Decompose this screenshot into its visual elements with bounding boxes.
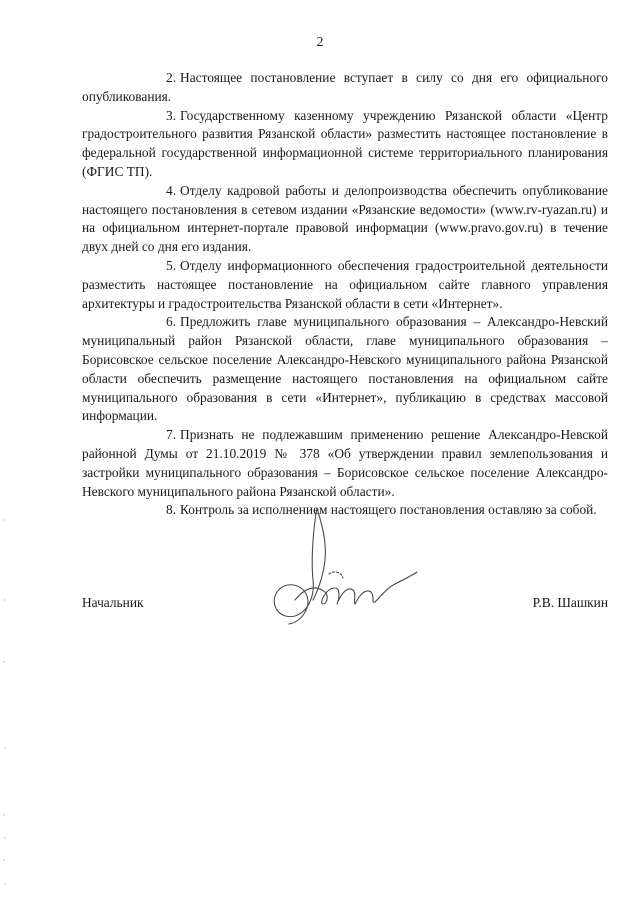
- document-body: [82, 69, 608, 520]
- signature-stroke: [329, 572, 343, 578]
- signatory-name: Р.В. Шашкин: [532, 595, 608, 610]
- paragraph-7: [82, 426, 608, 501]
- paragraph-5: [82, 257, 608, 313]
- paragraph-text: Признать не подлежавшим применению решение Александро-Невской районной Думы от 21.10.2019 № 378 «Об утверждении правил землепользования и застройки муниципального образования – Борисовское сельское поселение Александро-Невского муниципального района Рязанской области».: [82, 427, 608, 499]
- scan-dot: [4, 837, 5, 838]
- paragraph-2: [82, 69, 608, 107]
- paragraph-text: Предложить главе муниципального образования – Александро-Невский муниципальный район Рязанской области, главе муниципального образования – Борисовское сельское поселение Александро-Невского муниципального района Рязанской области обеспечить размещение настоящего постановления на официальном сайте муниципального образования в сети «Интернет», публикацию в средствах массовой информации.: [82, 314, 608, 424]
- paragraph-text: Отделу кадровой работы и делопроизводства обеспечить опубликование настоящего постановления в сетевом издании «Рязанские ведомости» (www.rv-ryazan.ru) и на официальном интернет-портале правовой информации (www.pravo.gov.ru) в течение двух дней со дня его издания.: [82, 182, 608, 255]
- paragraph-number: 8.: [166, 502, 177, 518]
- paragraph-text: Отделу информационного обеспечения градостроительной деятельности разместить настоящее постановление на официальном сайте главного управления архитектуры и градостроительства Рязанской области в сети «Интернет».: [82, 257, 608, 311]
- paragraph-number: 5.: [166, 257, 177, 273]
- paragraph-6: [82, 313, 608, 426]
- scan-dot: [4, 599, 5, 600]
- paragraph-3: [82, 107, 608, 182]
- scan-margin-dots: [0, 0, 12, 905]
- signatory-title: Начальник: [82, 595, 144, 610]
- paragraph-number: 6.: [166, 314, 177, 330]
- scan-dot: [3, 661, 4, 662]
- paragraph-text: Государственному казенному учреждению Рязанской области «Центр градостроительного развития Рязанской области» разместить настоящее постановление в федеральной государственной информационной системе территориального планирования (ФГИС ТП).: [82, 107, 608, 179]
- paragraph-number: 4.: [166, 182, 177, 198]
- signature-block: [82, 594, 608, 618]
- paragraph-4: [82, 182, 608, 257]
- paragraph-number: 7.: [166, 427, 177, 443]
- scan-dot: [3, 814, 4, 815]
- paragraph-text: Настоящее постановление вступает в силу со дня его официального опубликования.: [82, 70, 608, 104]
- scan-dot: [3, 519, 4, 520]
- paragraph-number: 2.: [166, 70, 177, 85]
- paragraph-text: Контроль за исполнением настоящего постановления оставляю за собой.: [180, 502, 597, 518]
- scan-dot: [4, 747, 5, 748]
- page-number: 2: [316, 35, 324, 50]
- paragraph-number: 3.: [166, 107, 177, 123]
- scan-dot: [4, 883, 5, 884]
- scan-dot: [3, 859, 4, 860]
